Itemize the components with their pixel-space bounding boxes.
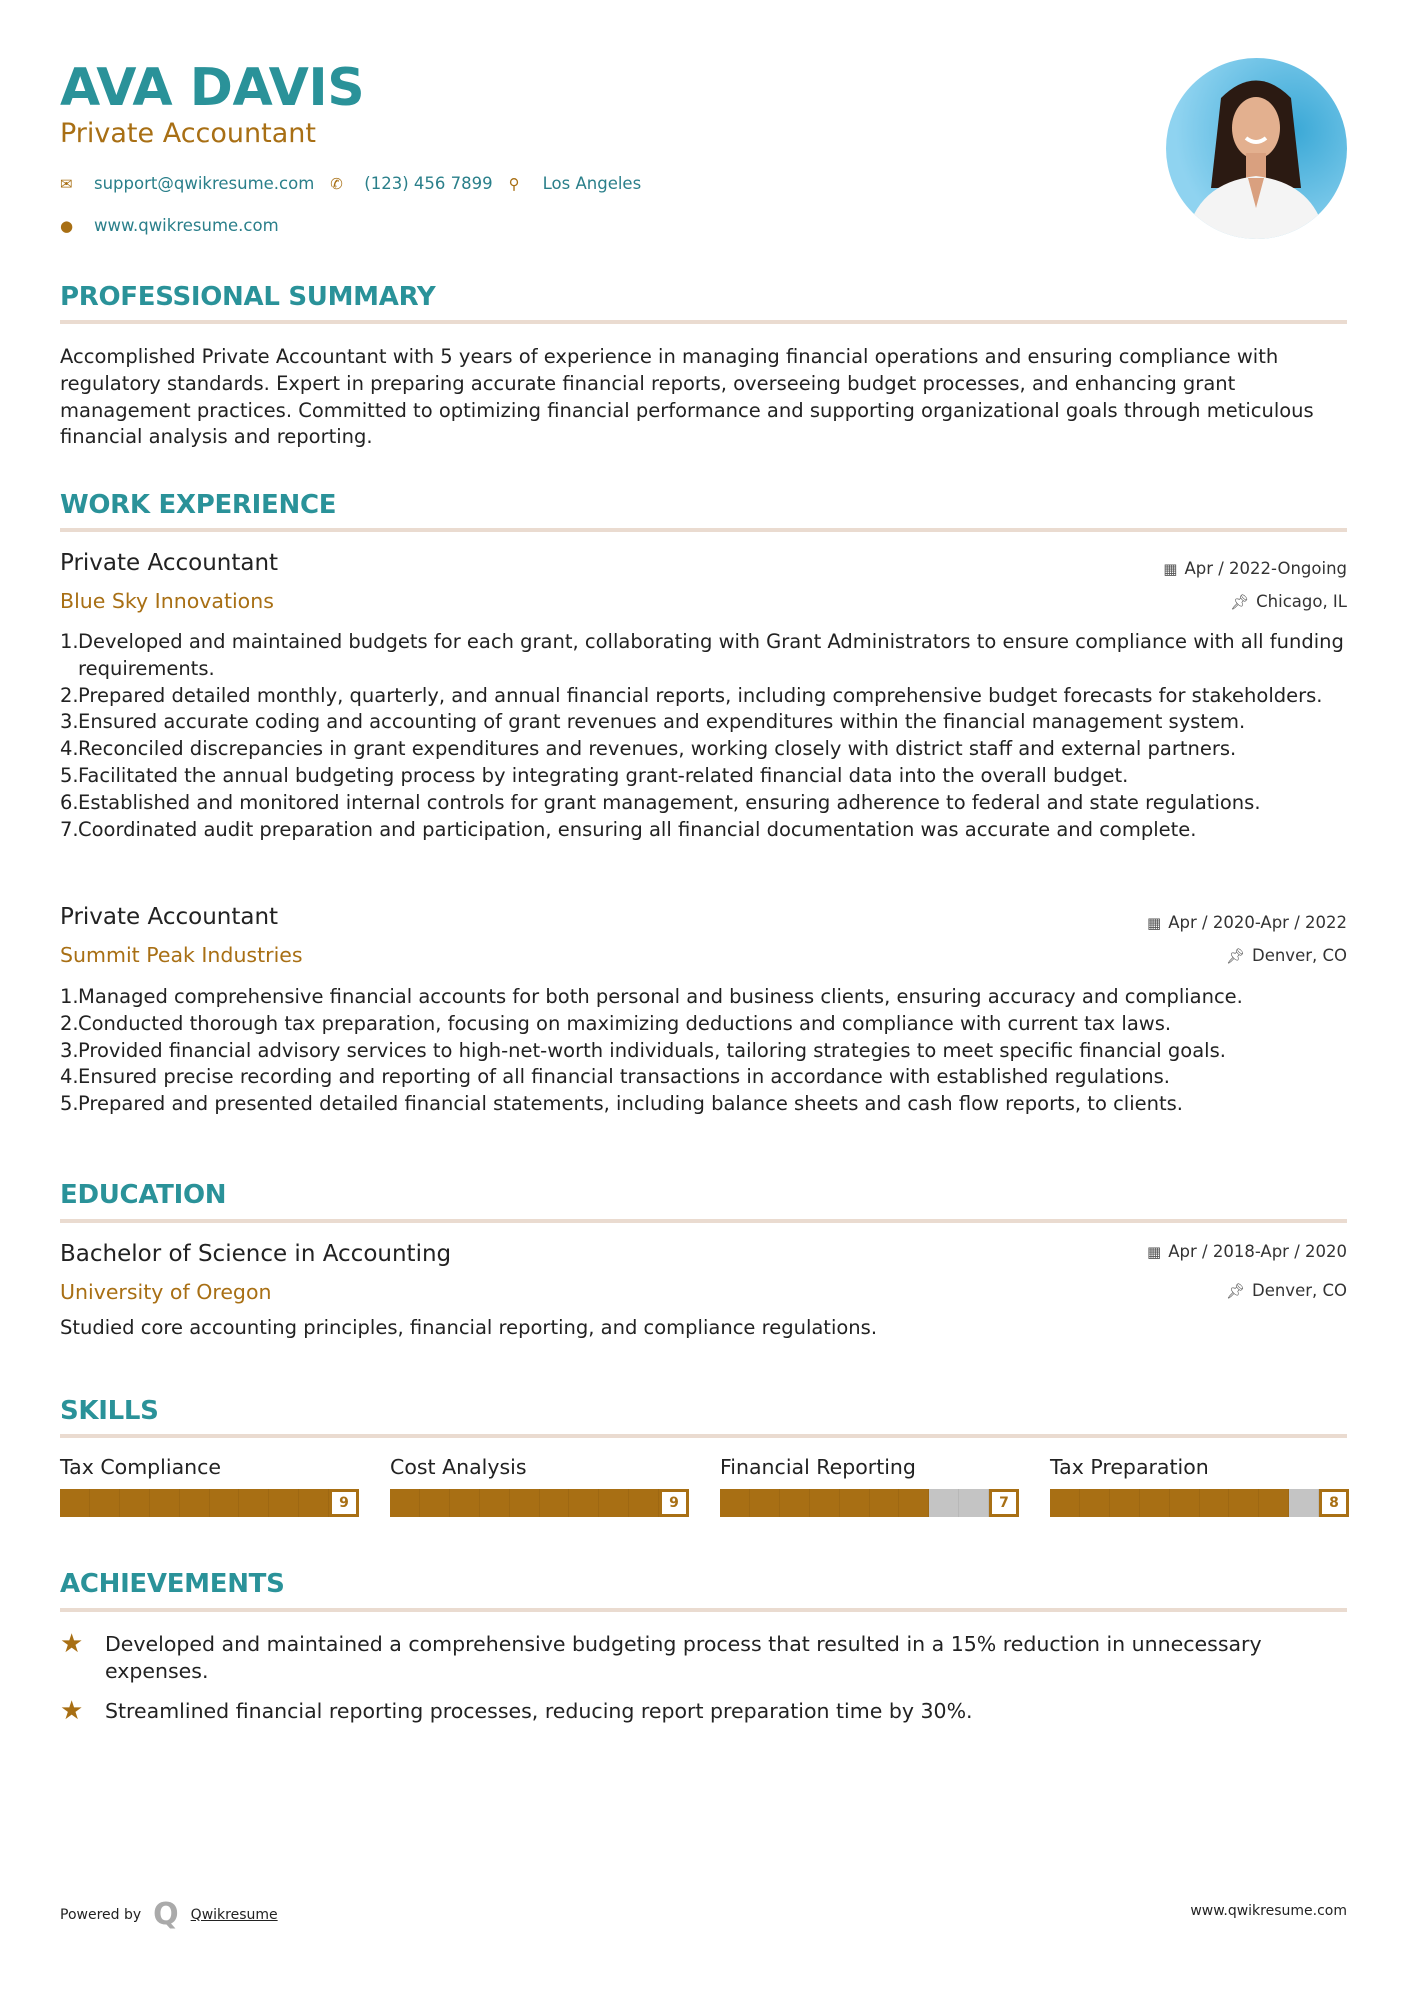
footer-site[interactable]: www.qwikresume.com	[1190, 1903, 1347, 1919]
experience-heading: WORK EXPERIENCE	[60, 490, 337, 520]
list-item: Conducted thorough tax preparation, focusing on maximizing deductions and compliance with current tax laws.	[78, 1011, 1172, 1035]
skill-name: Cost Analysis	[390, 1455, 527, 1479]
list-item: Facilitated the annual budgeting process by integrating grant-related financial data into the overall budget.	[78, 763, 1129, 787]
list-item: Provided financial advisory services to high-net-worth individuals, tailoring strategies to meet specific financial goals.	[78, 1038, 1226, 1062]
skill-bar-segment	[899, 1489, 929, 1517]
skill-bar-segment	[1259, 1489, 1289, 1517]
achievement-item	[60, 1631, 1347, 1685]
website-link[interactable]: www.qwikresume.com	[94, 216, 279, 235]
list-item: Ensured precise recording and reporting of all financial transactions in accordance with established regulations.	[78, 1065, 1170, 1089]
list-item: Ensured accurate coding and accounting of grant revenues and expenditures within the financial management system.	[78, 710, 1246, 734]
skill-bar-segment	[239, 1489, 269, 1517]
skill-bar-segment	[60, 1489, 90, 1517]
job-title: Private Accountant	[60, 904, 279, 930]
skill-bar-segment	[1050, 1489, 1080, 1517]
education-location	[1226, 1281, 1347, 1300]
skill-bar-segment	[299, 1489, 329, 1517]
degree-title: Bachelor of Science in Accounting	[60, 1241, 452, 1267]
job-location	[1226, 946, 1347, 965]
achievement-text: Developed and maintained a comprehensive budgeting process that resulted in a 15% reduction in unnecessary expenses.	[105, 1632, 1262, 1683]
education-date-text: Apr / 2018-Apr / 2020	[1168, 1242, 1347, 1261]
job-date	[1163, 559, 1347, 578]
skill-bar-segment	[120, 1489, 150, 1517]
list-item: Developed and maintained budgets for each grant, collaborating with Grant Administrators to ensure compliance with all funding requirements.	[78, 630, 1344, 680]
skill-bar-segment	[959, 1489, 989, 1517]
skill-bar-segment	[840, 1489, 870, 1517]
star-icon: ★	[60, 1696, 84, 1726]
calendar-icon: ▦	[1147, 1243, 1162, 1261]
list-item: Established and monitored internal controls for grant management, ensuring adherence to federal and state regulations.	[78, 790, 1261, 814]
skill-bar-segment	[510, 1489, 540, 1517]
skill-score: 7	[989, 1489, 1019, 1517]
skill-bar-segment	[150, 1489, 180, 1517]
skill-bar-segment	[599, 1489, 629, 1517]
pushpin-icon: 📌︎	[1225, 947, 1245, 965]
skill-item	[390, 1455, 689, 1517]
skill-item	[60, 1455, 359, 1517]
skill-bar	[1050, 1489, 1349, 1517]
skill-bar-segment	[629, 1489, 659, 1517]
list-item: Coordinated audit preparation and participation, ensuring all financial documentation was accurate and complete.	[78, 817, 1197, 841]
job-location-text: Chicago, IL	[1256, 592, 1347, 611]
email-link[interactable]: support@qwikresume.com	[94, 174, 315, 193]
summary-text: Accomplished Private Accountant with 5 years of experience in managing financial operations and ensuring compliance with regulatory standards. Expert in preparing accurate financial reports, overseeing budget processes, and enhancing grant management practices. Committed to optimizing financial performance and supporting organizational goals through meticulous financial analysis and reporting.	[60, 345, 1314, 449]
candidate-title: Private Accountant	[60, 118, 316, 149]
achievements-heading: ACHIEVEMENTS	[60, 1569, 285, 1599]
skill-bar-segment	[1080, 1489, 1110, 1517]
skill-bar-segment	[480, 1489, 510, 1517]
list-item: Managed comprehensive financial accounts for both personal and business clients, ensuring accuracy and compliance.	[78, 985, 1243, 1008]
job-title: Private Accountant	[60, 550, 279, 576]
education-heading: EDUCATION	[60, 1180, 227, 1210]
skill-bar-segment	[929, 1489, 959, 1517]
job-location-text: Denver, CO	[1251, 946, 1347, 965]
job-bullets	[60, 629, 1350, 843]
contact-row	[60, 174, 641, 193]
skill-bar-segment	[720, 1489, 750, 1517]
phone-text: (123) 456 7899	[364, 174, 493, 193]
skill-bar-segment	[1229, 1489, 1259, 1517]
star-icon: ★	[60, 1629, 84, 1659]
skill-name: Financial Reporting	[720, 1455, 916, 1479]
skill-score: 9	[329, 1489, 359, 1517]
skill-bar-segment	[1289, 1489, 1319, 1517]
divider	[60, 1219, 1347, 1223]
job-location	[1230, 592, 1347, 611]
skills-heading: SKILLS	[60, 1396, 159, 1426]
job-date-text: Apr / 2020-Apr / 2022	[1168, 913, 1347, 932]
skill-bar-segment	[210, 1489, 240, 1517]
skill-bar-segment	[750, 1489, 780, 1517]
list-item: Prepared and presented detailed financial statements, including balance sheets and cash flow reports, to clients.	[78, 1092, 1183, 1116]
divider	[60, 1434, 1347, 1438]
skill-bar-segment	[1110, 1489, 1140, 1517]
pushpin-icon: 📌︎	[1225, 1282, 1245, 1300]
qwikresume-logo-icon: Q	[153, 1897, 179, 1932]
job-date	[1147, 913, 1347, 932]
map-pin-icon: ⚲	[508, 174, 520, 193]
pushpin-icon: 📌︎	[1230, 593, 1250, 611]
skill-bar-segment	[1170, 1489, 1200, 1517]
skill-score: 9	[659, 1489, 689, 1517]
skill-score: 8	[1319, 1489, 1349, 1517]
job-bullets	[60, 984, 1350, 1118]
education-description: Studied core accounting principles, financial reporting, and compliance regulations.	[60, 1316, 878, 1339]
envelope-icon: ✉	[60, 174, 73, 193]
skill-bar	[390, 1489, 689, 1517]
education-date	[1147, 1242, 1347, 1261]
website-row	[60, 216, 279, 235]
skill-item	[1050, 1455, 1349, 1517]
skill-bar-segment	[780, 1489, 810, 1517]
list-item: Prepared detailed monthly, quarterly, and annual financial reports, including comprehensive budget forecasts for stakeholders.	[78, 683, 1323, 707]
skill-bar-segment	[1140, 1489, 1170, 1517]
powered-by-label: Powered by	[60, 1906, 142, 1923]
skill-item	[720, 1455, 1019, 1517]
skill-bar-segment	[420, 1489, 450, 1517]
skill-bar-segment	[870, 1489, 900, 1517]
divider	[60, 528, 1347, 532]
phone-icon: ✆	[330, 174, 343, 193]
profile-photo	[1166, 58, 1347, 239]
skill-bar-segment	[569, 1489, 599, 1517]
skill-bar-segment	[390, 1489, 420, 1517]
education-location-text: Denver, CO	[1251, 1281, 1347, 1300]
skill-name: Tax Compliance	[60, 1455, 222, 1479]
footer-powered-by	[60, 1897, 278, 1932]
location-text: Los Angeles	[542, 174, 642, 193]
calendar-icon: ▦	[1147, 914, 1162, 932]
skill-bar	[720, 1489, 1019, 1517]
job-company: Summit Peak Industries	[60, 943, 303, 967]
school-name: University of Oregon	[60, 1280, 272, 1304]
skill-bar-segment	[180, 1489, 210, 1517]
skill-bar-segment	[540, 1489, 570, 1517]
candidate-name: AVA DAVIS	[60, 58, 365, 118]
divider	[60, 1608, 1347, 1612]
skill-bar-segment	[90, 1489, 120, 1517]
skill-bar-segment	[1200, 1489, 1230, 1517]
summary-heading: PROFESSIONAL SUMMARY	[60, 282, 436, 312]
list-item: Reconciled discrepancies in grant expenditures and revenues, working closely with district staff and external partners.	[78, 737, 1237, 761]
calendar-icon: ▦	[1163, 560, 1178, 578]
skills-grid	[60, 1455, 1349, 1517]
brand-link[interactable]: Qwikresume	[190, 1906, 278, 1923]
divider	[60, 320, 1347, 324]
skill-bar	[60, 1489, 359, 1517]
skill-bar-segment	[810, 1489, 840, 1517]
skill-bar-segment	[450, 1489, 480, 1517]
job-company: Blue Sky Innovations	[60, 589, 274, 613]
achievement-text: Streamlined financial reporting processes, reducing report preparation time by 30%.	[105, 1699, 973, 1723]
globe-icon: ●	[60, 216, 74, 235]
job-date-text: Apr / 2022-Ongoing	[1184, 559, 1347, 578]
skill-bar-segment	[269, 1489, 299, 1517]
skill-name: Tax Preparation	[1050, 1455, 1209, 1479]
achievement-item	[60, 1698, 1347, 1725]
